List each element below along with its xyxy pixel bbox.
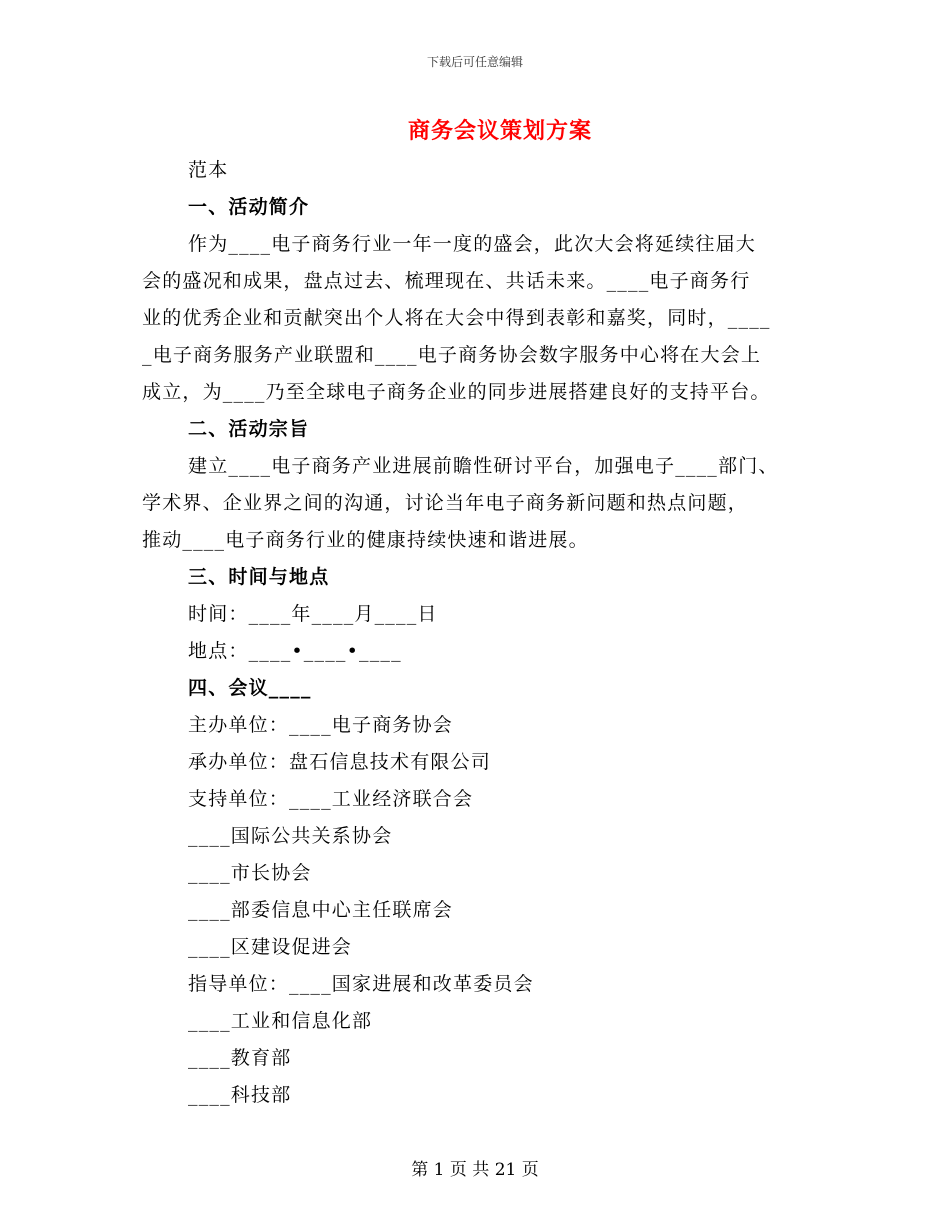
page-number-footer: 第 1 页 共 21 页 (411, 1160, 539, 1180)
body-line: 主办单位：____电子商务协会 (188, 714, 454, 736)
body-line: 作为____电子商务行业一年一度的盛会，此次大会将延续往届大 (188, 233, 757, 255)
document-body (142, 152, 808, 1114)
body-line: ____教育部 (188, 1047, 292, 1069)
body-line: ____部委信息中心主任联席会 (188, 899, 454, 921)
section-heading: 四、会议____ (188, 677, 312, 699)
body-line: 会的盛况和成果，盘点过去、梳理现在、共话未来。____电子商务行 (142, 270, 751, 292)
body-line: ____区建设促进会 (188, 936, 353, 958)
body-line: 支持单位：____工业经济联合会 (188, 788, 474, 810)
document-title: 商务会议策划方案 (407, 118, 592, 144)
body-line: ____国际公共关系协会 (188, 825, 393, 847)
body-line: ____工业和信息化部 (188, 1010, 373, 1032)
section-heading: 二、活动宗旨 (188, 418, 310, 440)
body-line: _电子商务服务产业联盟和____电子商务协会数字服务中心将在大会上 (142, 344, 762, 366)
body-line: 地点：____•____•____ (188, 640, 402, 662)
section-heading: 三、时间与地点 (188, 566, 330, 588)
body-line: ____科技部 (188, 1084, 292, 1106)
body-line: ____市长协会 (188, 862, 312, 884)
body-line: 业的优秀企业和贡献突出个人将在大会中得到表彰和嘉奖，同时，____ (142, 307, 771, 329)
body-line: 时间：____年____月____日 (188, 603, 438, 625)
body-line: 建立____电子商务产业进展前瞻性研讨平台，加强电子____部门、 (188, 455, 779, 477)
body-line: 学术界、企业界之间的沟通，讨论当年电子商务新问题和热点问题， (142, 492, 749, 514)
body-line: 指导单位：____国家进展和改革委员会 (188, 973, 534, 995)
body-line: 成立，为____乃至全球电子商务企业的同步进展搭建良好的支持平台。 (142, 381, 771, 403)
body-line: 范本 (188, 159, 229, 181)
body-line: 推动____电子商务行业的健康持续快速和谐进展。 (142, 529, 589, 551)
section-heading: 一、活动简介 (188, 196, 310, 218)
page-header-note: 下载后可任意编辑 (426, 55, 523, 69)
body-line: 承办单位：盘石信息技术有限公司 (188, 751, 492, 773)
